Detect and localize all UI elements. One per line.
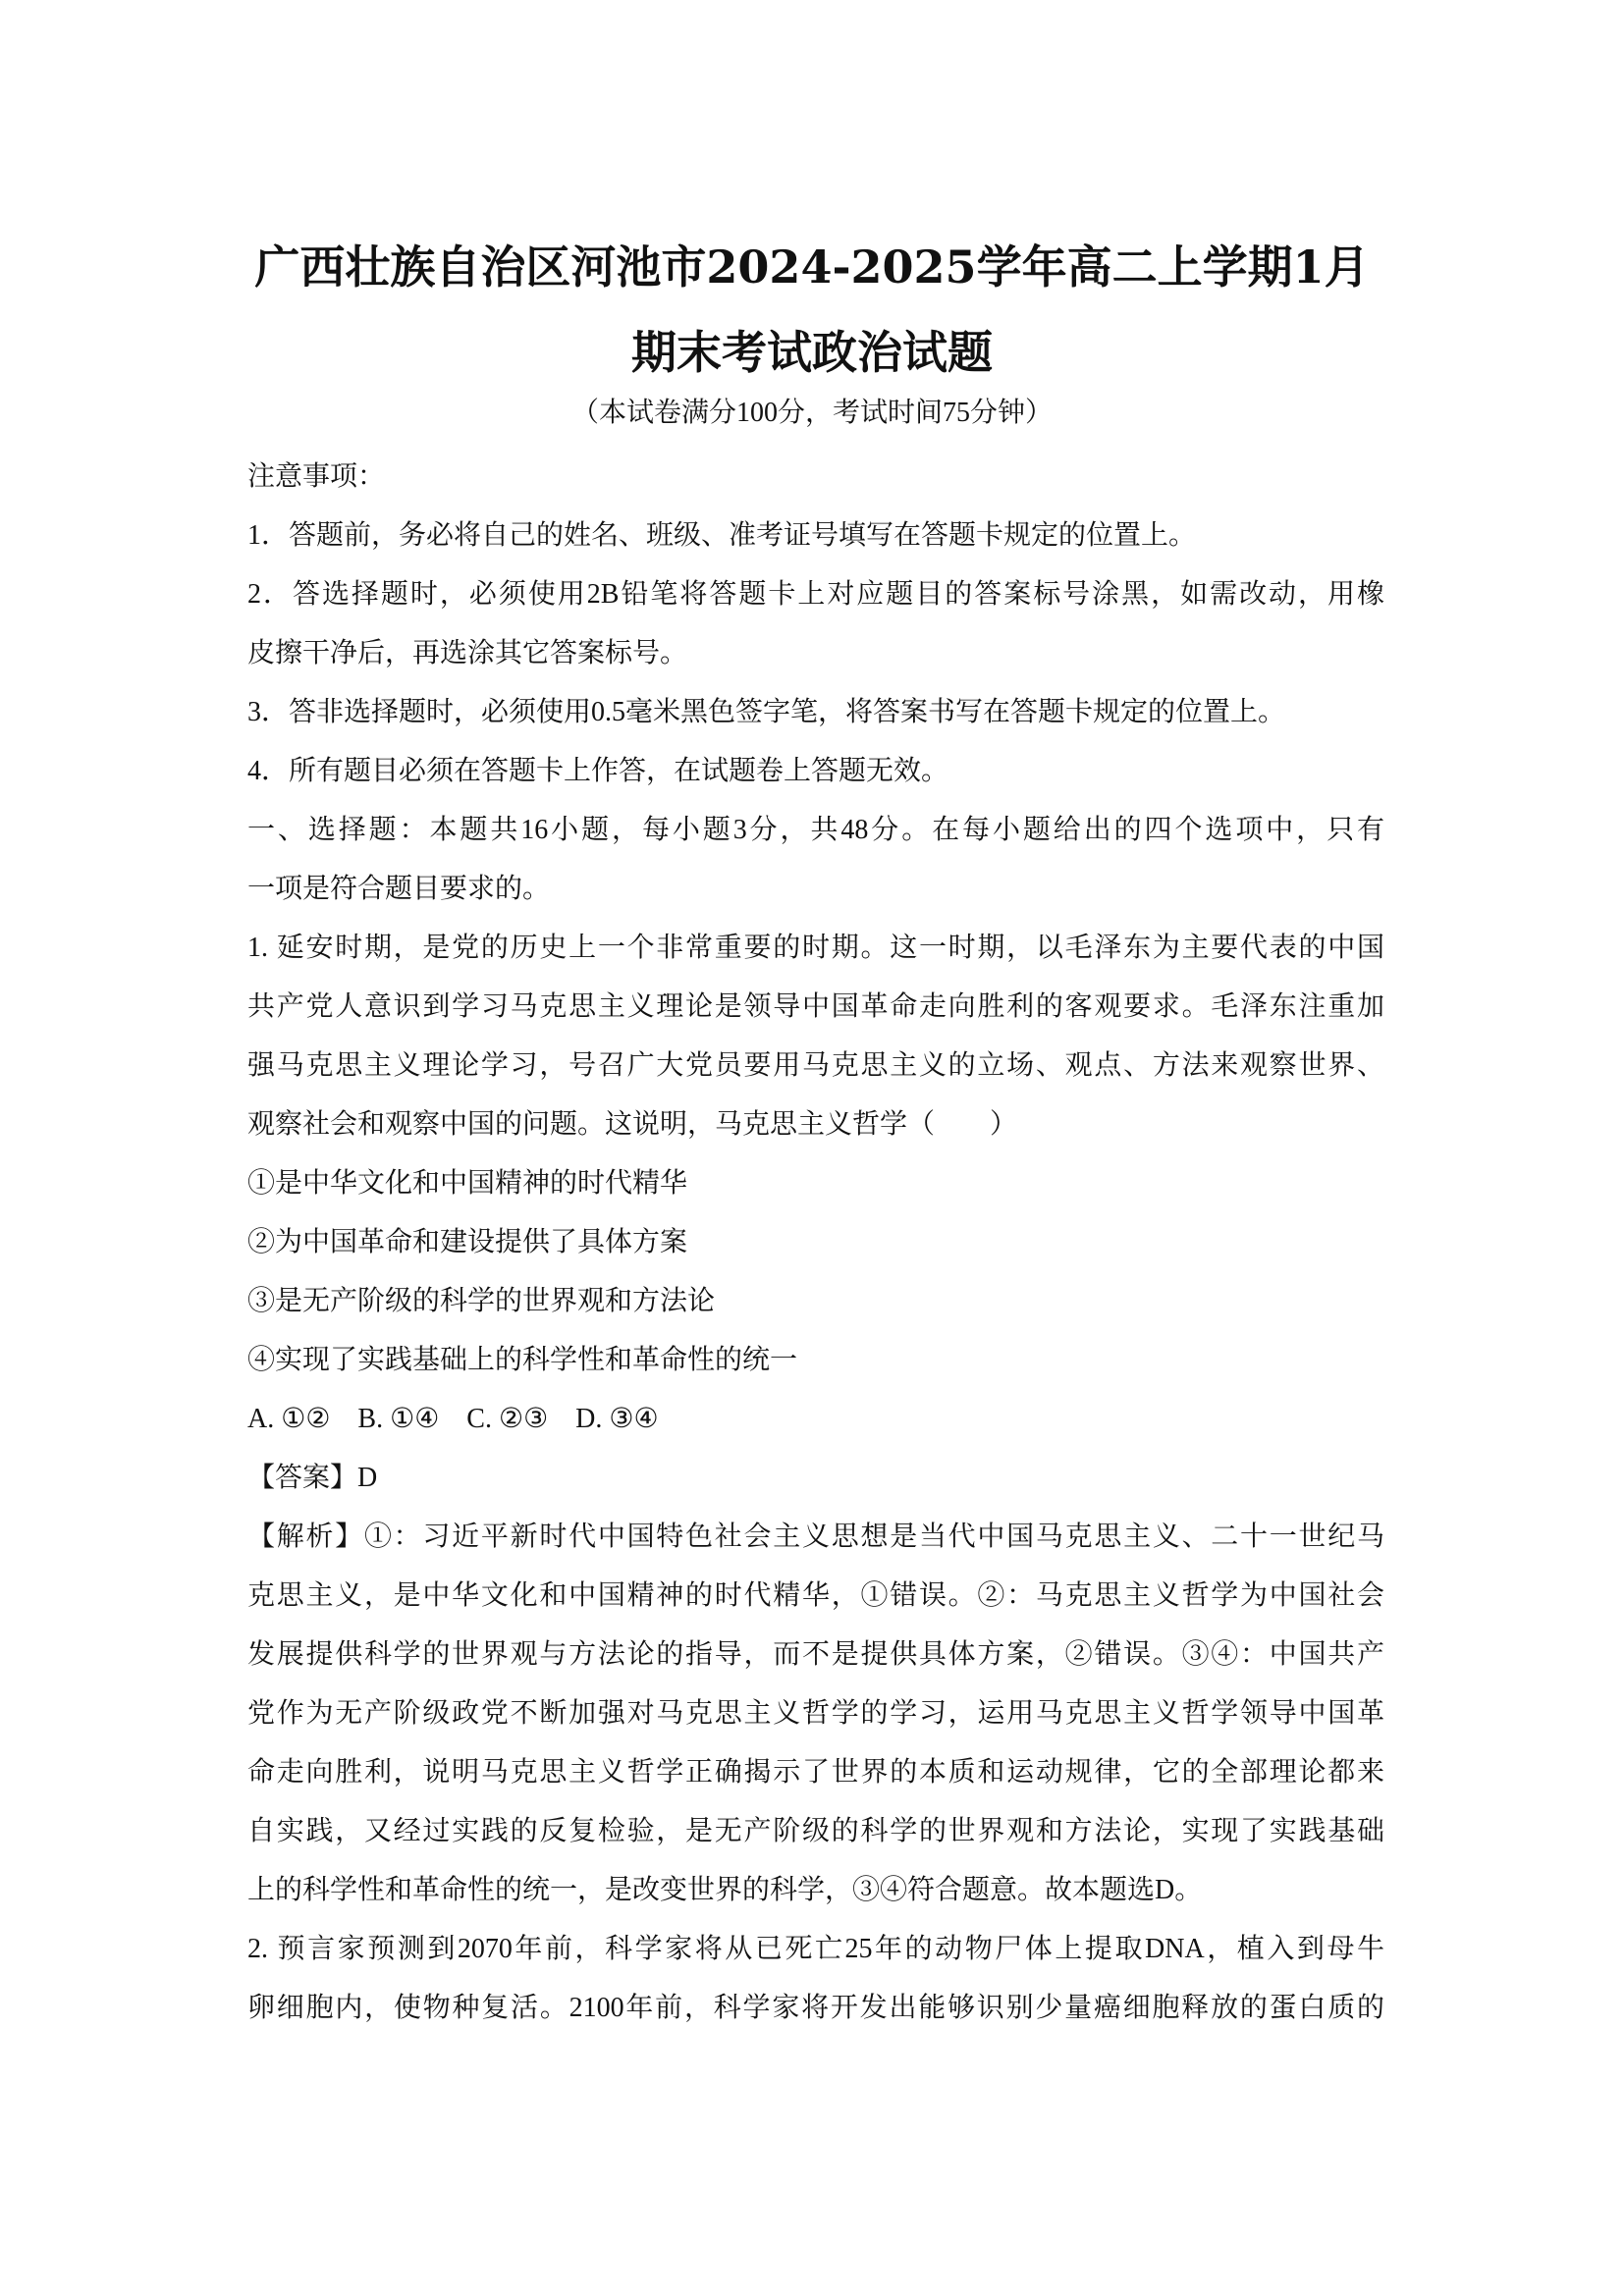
title-line-2: 期末考试政治试题 [631,326,993,379]
text-line: 一项是符合题目要求的。 [247,874,551,904]
text-line: ②为中国革命和建设提供了具体方案 [247,1227,688,1257]
text-line: 【解析】①：习近平新时代中国特色社会主义思想是当代中国马克思主义、二十一世纪马 [247,1522,1384,1552]
text-line: 注意事项： [247,461,386,492]
text-line: 观察社会和观察中国的问题。这说明，马克思主义哲学（ ） [247,1109,1018,1140]
text-line: 1. 延安时期，是党的历史上一个非常重要的时期。这一时期，以毛泽东为主要代表的中国 [247,933,1384,963]
text-line: ①是中华文化和中国精神的时代精华 [247,1168,688,1199]
text-line: A. ①② B. ①④ C. ②③ D. ③④ [247,1404,659,1434]
text-line: 共产党人意识到学习马克思主义理论是领导中国革命走向胜利的客观要求。毛泽东注重加 [247,991,1384,1022]
text-line: 1．答题前，务必将自己的姓名、班级、准考证号填写在答题卡规定的位置上。 [247,520,1197,551]
document-body [247,448,1384,2038]
text-line: 命走向胜利，说明马克思主义哲学正确揭示了世界的本质和运动规律，它的全部理论都来 [247,1757,1384,1788]
text-line: 上的科学性和革命性的统一，是改变世界的科学，③④符合题意。故本题选D。 [247,1875,1203,1905]
text-line: 【答案】D [247,1463,378,1493]
text-line: 克思主义，是中华文化和中国精神的时代精华，①错误。②：马克思主义哲学为中国社会 [247,1580,1384,1611]
text-line: 2．答选择题时，必须使用2B铅笔将答题卡上对应题目的答案标号涂黑，如需改动，用橡 [247,579,1384,610]
text-line: 发展提供科学的世界观与方法论的指导，而不是提供具体方案，②错误。③④：中国共产 [247,1639,1384,1670]
title-line-1: 广西壮族自治区河池市2024-2025学年高二上学期1月 [254,240,1370,294]
text-line: 一、选择题：本题共16小题，每小题3分，共48分。在每小题给出的四个选项中，只有 [247,815,1384,845]
text-line: 2. 预言家预测到2070年前，科学家将从已死亡25年的动物尸体上提取DNA，植入到母牛 [247,1934,1384,1964]
text-line: 党作为无产阶级政党不断加强对马克思主义哲学的学习，运用马克思主义哲学领导中国革 [247,1698,1384,1729]
text-line: 卵细胞内，使物种复活。2100年前，科学家将开发出能够识别少量癌细胞释放的蛋白质的 [247,1993,1384,2023]
text-line: 强马克思主义理论学习，号召广大党员要用马克思主义的立场、观点、方法来观察世界、 [247,1050,1384,1081]
text-line: ④实现了实践基础上的科学性和革命性的统一 [247,1345,798,1375]
text-line: ③是无产阶级的科学的世界观和方法论 [247,1286,716,1316]
text-line: 皮擦干净后，再选涂其它答案标号。 [247,638,688,668]
exam-info: （本试卷满分100分，考试时间75分钟） [570,398,1053,428]
text-line: 4．所有题目必须在答题卡上作答，在试题卷上答题无效。 [247,756,949,786]
text-line: 3．答非选择题时，必须使用0.5毫米黑色签字笔，将答案书写在答题卡规定的位置上。 [247,697,1286,727]
text-line: 自实践，又经过实践的反复检验，是无产阶级的科学的世界观和方法论，实现了实践基础 [247,1816,1384,1846]
